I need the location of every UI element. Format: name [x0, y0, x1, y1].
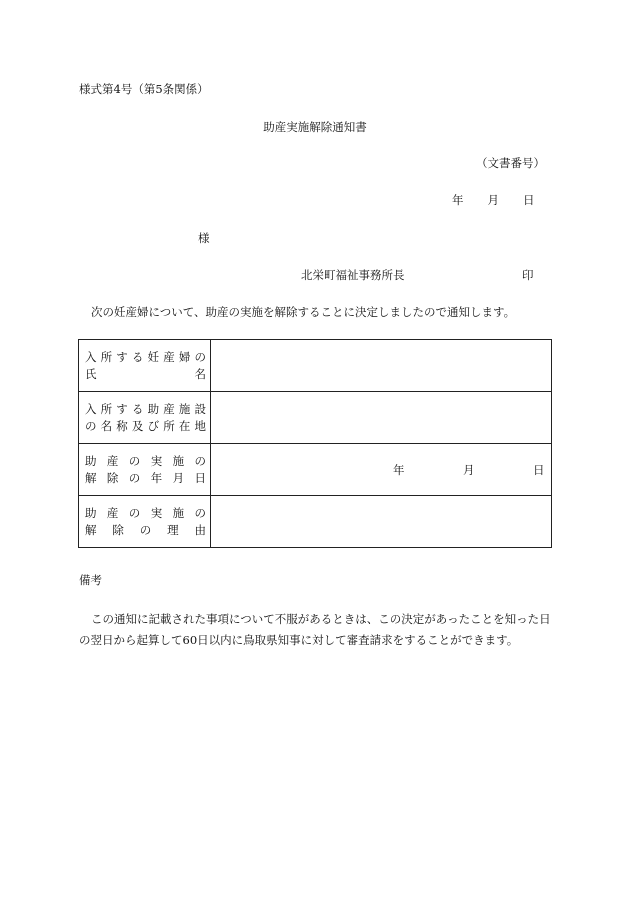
label-line: 入所する助産施設 — [85, 401, 206, 416]
label-line: 解除の理由 — [85, 522, 206, 537]
seal-mark: 印 — [522, 268, 534, 282]
label-cancellation-date — [79, 444, 211, 496]
table-row — [79, 392, 552, 444]
label-pregnant-woman-name — [79, 340, 211, 392]
issue-date — [452, 193, 535, 207]
addressee-suffix: 様 — [198, 231, 210, 245]
cancellation-day: 日 — [533, 462, 545, 477]
document-title: 助産実施解除通知書 — [263, 120, 367, 134]
label-line: 助産の実施の — [85, 505, 206, 520]
value-cancellation-reason[interactable] — [211, 496, 552, 548]
remarks-body: この通知に記載された事項について不服があるときは、この決定があったことを知った日の翌日から起算して60日以内に鳥取県知事に対して審査請求をすることができます。 — [79, 612, 551, 647]
sender-name: 北栄町福祉事務所長 — [301, 268, 405, 282]
label-line: 解除の年月日 — [85, 470, 206, 485]
label-line: 入所する妊産婦の — [85, 349, 206, 364]
date-month: 月 — [487, 193, 499, 207]
cancellation-year: 年 — [393, 462, 405, 477]
remarks-heading: 備考 — [79, 573, 102, 587]
table-row — [79, 340, 552, 392]
notice-table — [78, 339, 552, 548]
document-number: （文書番号） — [476, 156, 545, 170]
label-cancellation-reason — [79, 496, 211, 548]
value-facility-name-address[interactable] — [211, 392, 552, 444]
intro-text: 次の妊産婦について、助産の実施を解除することに決定しましたので通知します。 — [91, 305, 516, 319]
table-row — [79, 444, 552, 496]
value-cancellation-date[interactable] — [211, 444, 552, 496]
label-line: の名称及び所在地 — [85, 418, 206, 433]
table-row — [79, 496, 552, 548]
value-pregnant-woman-name[interactable] — [211, 340, 552, 392]
cancellation-month: 月 — [463, 462, 475, 477]
date-year: 年 — [452, 193, 464, 207]
label-line: 氏名 — [85, 366, 206, 381]
label-line: 助産の実施の — [85, 453, 206, 468]
label-facility-name-address — [79, 392, 211, 444]
date-day: 日 — [523, 193, 535, 207]
form-number: 様式第4号（第5条関係） — [79, 82, 209, 96]
